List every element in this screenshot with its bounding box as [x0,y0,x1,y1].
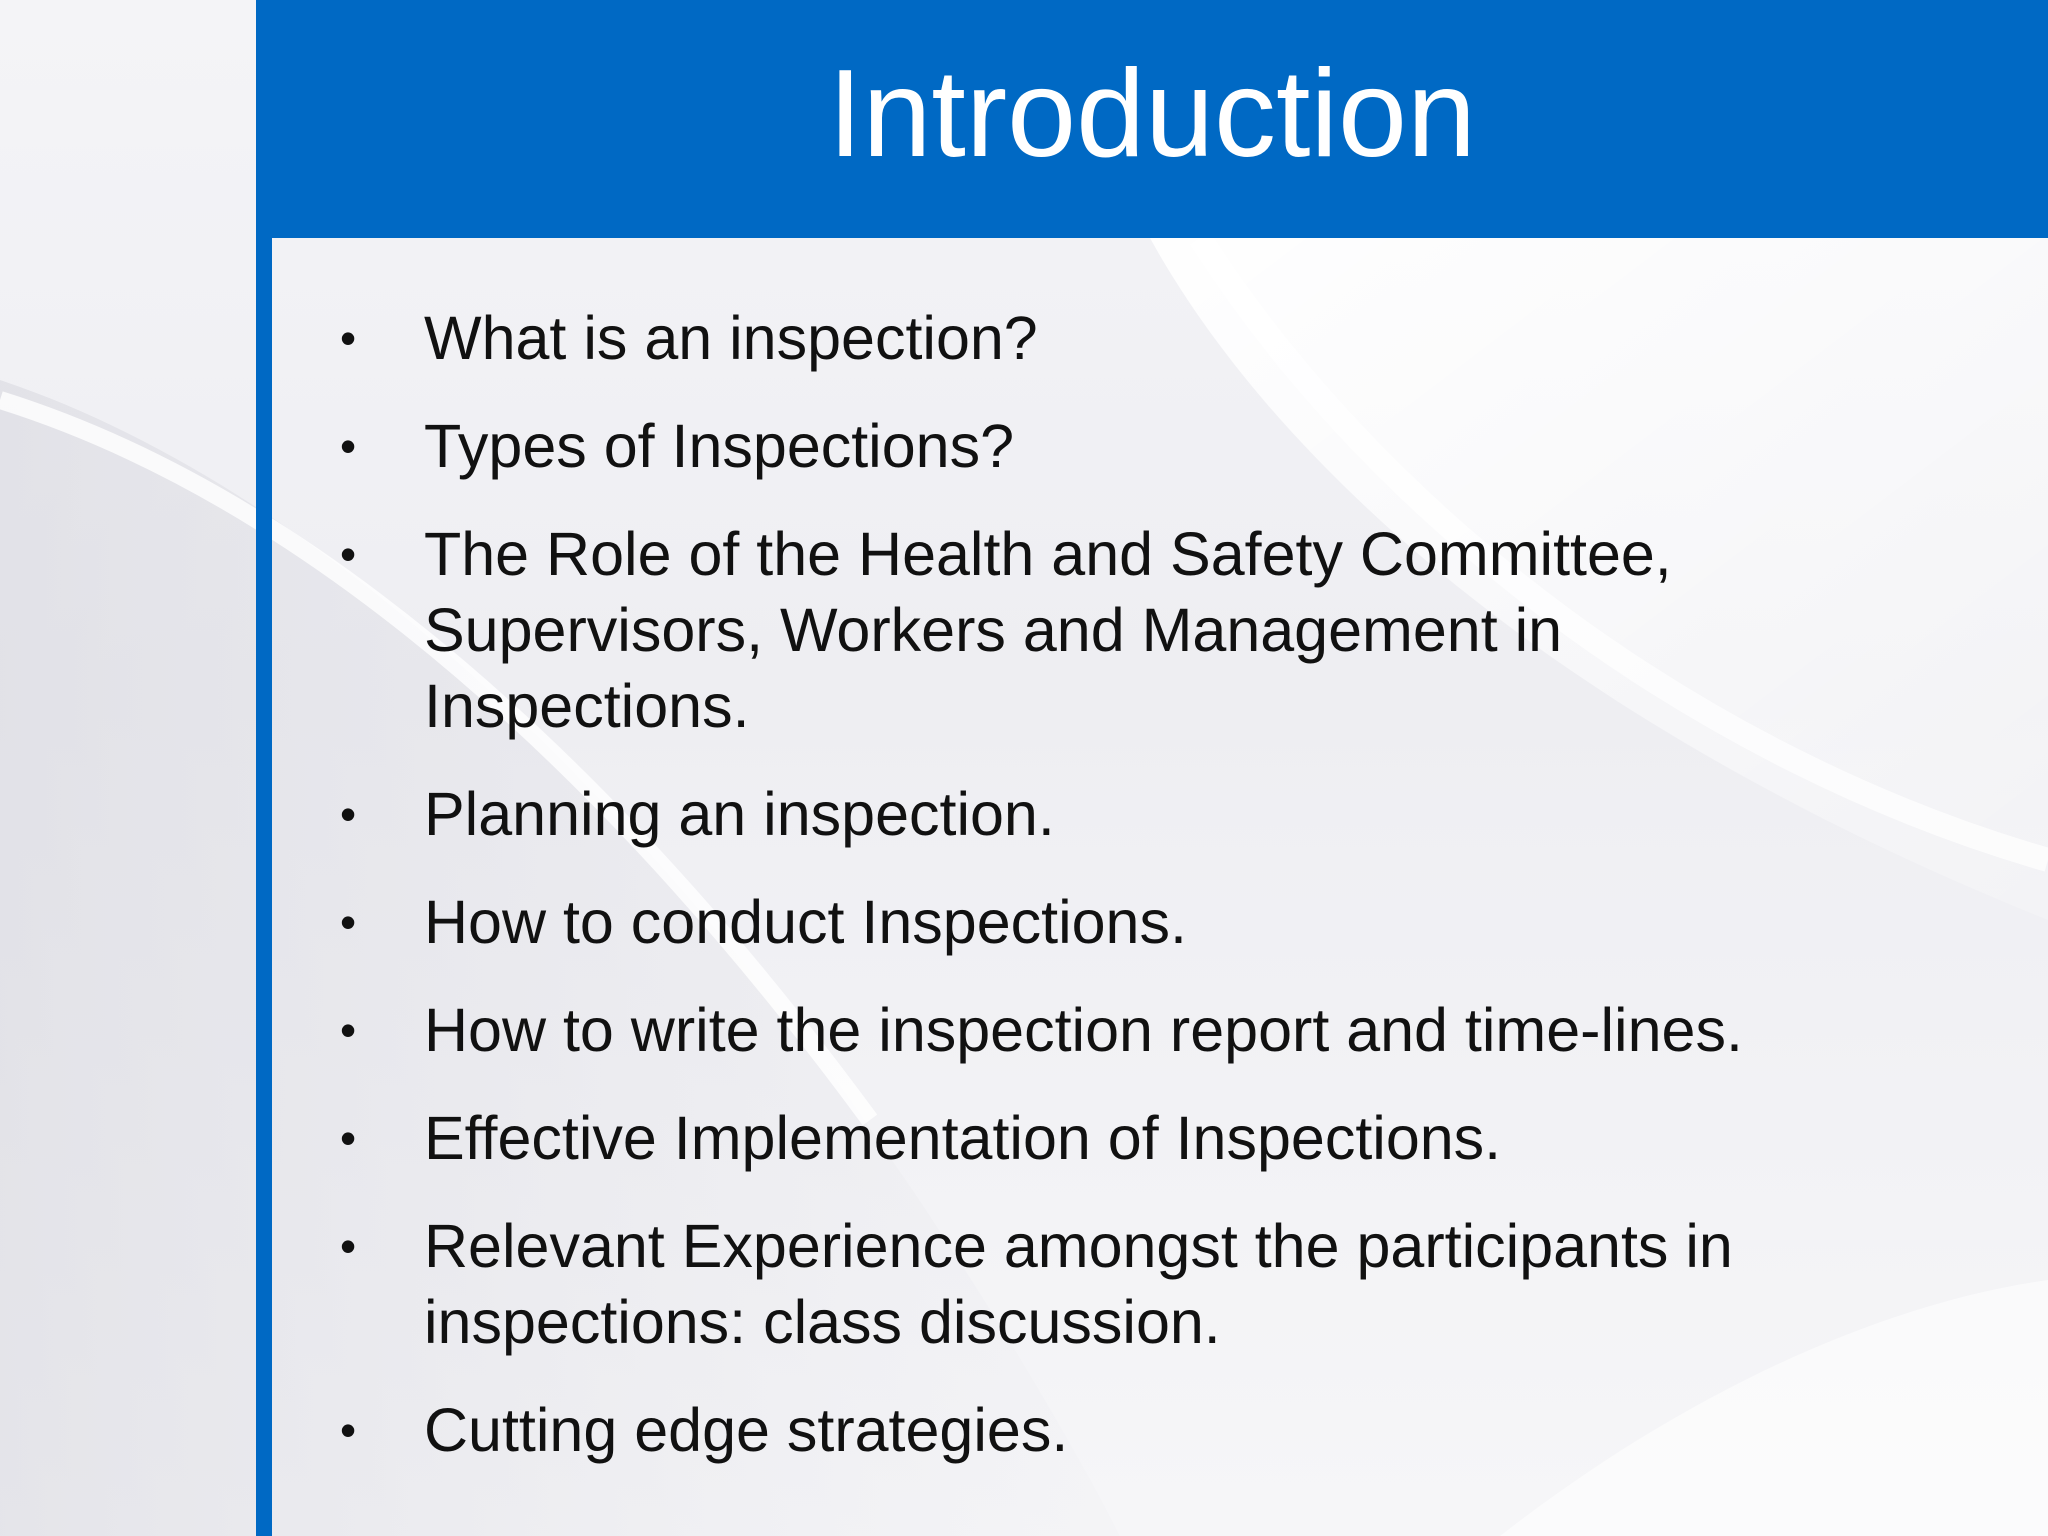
bullet-point-icon: • [340,312,357,364]
bullet-text: How to conduct Inspections. [424,888,1187,956]
bullet-item [340,1392,1840,1468]
bullet-item [340,516,1840,744]
bullet-item [340,992,1840,1068]
bullet-item [340,776,1840,852]
bullet-point-icon: • [340,1404,357,1456]
bullet-point-icon: • [340,1112,357,1164]
bullet-text: The Role of the Health and Safety Committee, Supervisors, Workers and Management in Inspections. [424,520,1672,740]
bullet-item [340,1100,1840,1176]
bullet-point-icon: • [340,420,357,472]
bullet-item [340,300,1840,376]
bullet-point-icon: • [340,528,357,580]
bullet-text: Effective Implementation of Inspections. [424,1104,1502,1172]
bullet-text: What is an inspection? [424,304,1038,372]
bullet-point-icon: • [340,788,357,840]
bullet-item [340,408,1840,484]
bullet-list [340,300,1840,1500]
bullet-point-icon: • [340,896,357,948]
bullet-point-icon: • [340,1220,357,1272]
bullet-text: Planning an inspection. [424,780,1055,848]
bullet-text: Types of Inspections? [424,412,1015,480]
bullet-item [340,884,1840,960]
bullet-text: Relevant Experience amongst the participants in inspections: class discussion. [424,1212,1733,1356]
bullet-point-icon: • [340,1004,357,1056]
bullet-text: How to write the inspection report and time-lines. [424,996,1743,1064]
bullet-text: Cutting edge strategies. [424,1396,1069,1464]
bullet-item [340,1208,1840,1360]
slide-title: Introduction [828,45,1476,183]
